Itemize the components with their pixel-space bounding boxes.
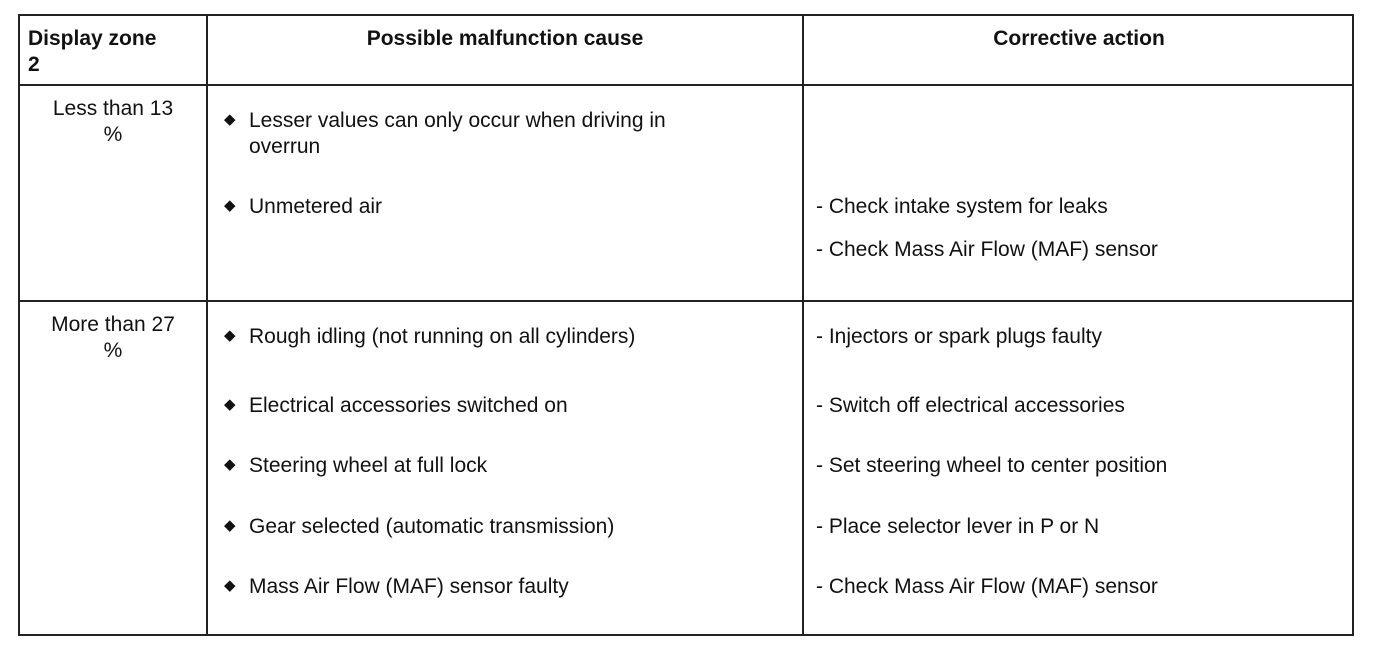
diamond-bullet-icon: ◆	[224, 197, 236, 214]
row-divider	[20, 300, 1352, 302]
zone-value-line2: %	[103, 123, 123, 146]
zone-value-line1: More than 27	[51, 313, 175, 336]
cause-text: Unmetered air	[249, 195, 383, 218]
cause-text: Steering wheel at full lock	[249, 454, 488, 477]
action-text: - Switch off electrical accessories	[816, 394, 1125, 417]
zone-value-line2: %	[103, 339, 123, 362]
diamond-bullet-icon: ◆	[224, 396, 236, 413]
column-divider	[802, 16, 804, 634]
diamond-bullet-icon: ◆	[224, 111, 236, 128]
cause-text: Gear selected (automatic transmission)	[249, 515, 615, 538]
cause-text: Mass Air Flow (MAF) sensor faulty	[249, 575, 569, 598]
header-malfunction-cause: Possible malfunction cause	[366, 27, 644, 50]
column-divider	[206, 16, 208, 634]
cause-text: Electrical accessories switched on	[249, 394, 568, 417]
diamond-bullet-icon: ◆	[224, 577, 236, 594]
diamond-bullet-icon: ◆	[224, 327, 236, 344]
row-divider	[20, 84, 1352, 86]
action-text: - Place selector lever in P or N	[816, 515, 1100, 538]
diamond-bullet-icon: ◆	[224, 517, 236, 534]
diamond-bullet-icon: ◆	[224, 456, 236, 473]
cause-text: Rough idling (not running on all cylinders)	[249, 325, 636, 348]
action-text: - Check Mass Air Flow (MAF) sensor	[816, 238, 1158, 261]
action-text: - Check intake system for leaks	[816, 195, 1108, 218]
action-text: - Injectors or spark plugs faulty	[816, 325, 1102, 348]
action-text: - Check Mass Air Flow (MAF) sensor	[816, 575, 1158, 598]
action-text: - Set steering wheel to center position	[816, 454, 1168, 477]
header-display-zone-line1: Display zone	[28, 27, 157, 50]
header-display-zone-line2: 2	[28, 53, 40, 76]
cause-text-continued: overrun	[249, 135, 321, 158]
zone-value-line1: Less than 13	[52, 97, 174, 120]
cause-text: Lesser values can only occur when driving in	[249, 109, 666, 132]
malfunction-table	[18, 14, 1354, 636]
header-corrective-action: Corrective action	[993, 27, 1165, 50]
